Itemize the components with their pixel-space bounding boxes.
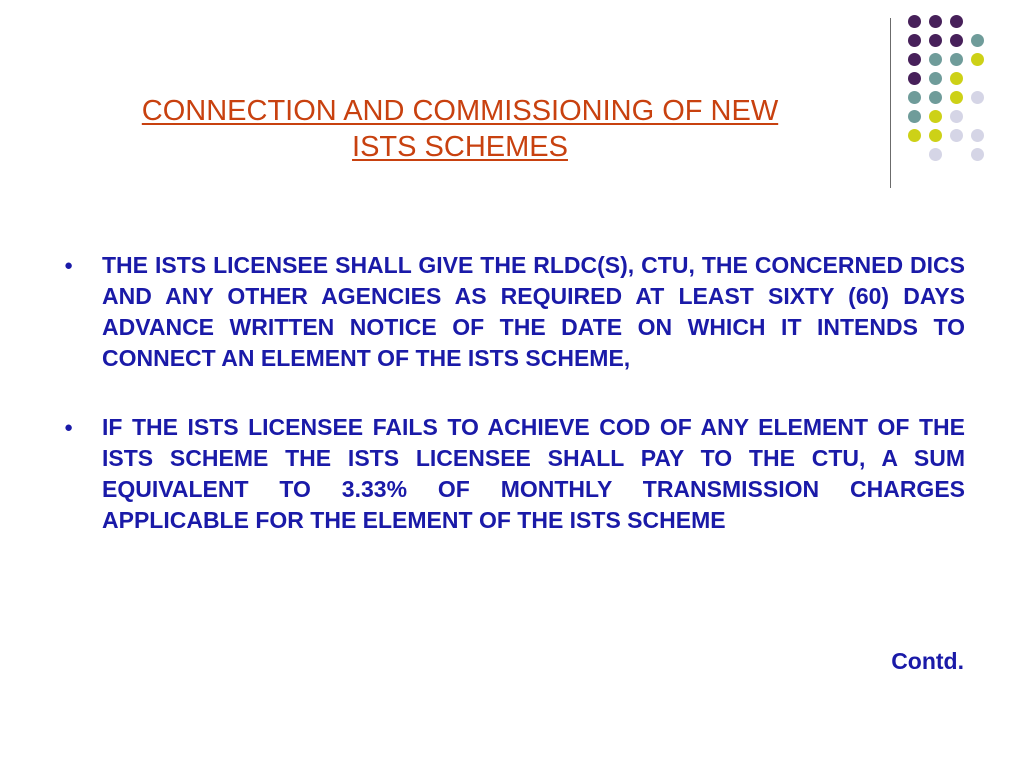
slide-title-line-1: CONNECTION AND COMMISSIONING OF NEW bbox=[141, 95, 779, 127]
slide-title-line-2: ISTS SCHEMES bbox=[352, 131, 568, 163]
decorative-dot-teal bbox=[929, 53, 942, 66]
bullet-text: IF THE ISTS LICENSEE FAILS TO ACHIEVE COD OF ANY ELEMENT OF THE ISTS SCHEME THE ISTS LICENSEE SHALL PAY TO THE CTU, A SUM EQUIVALENT TO 3.33% OF MONTHLY TRANSMISSION CHARGES APPLICABLE FOR THE ELEMENT OF THE ISTS SCHEME bbox=[102, 414, 965, 533]
decorative-dot-lavender bbox=[971, 148, 984, 161]
continued-label: Contd. bbox=[891, 648, 964, 674]
decorative-dot-teal bbox=[929, 72, 942, 85]
decorative-dot-lavender bbox=[971, 129, 984, 142]
decorative-dot-yellow bbox=[971, 53, 984, 66]
decorative-dot-yellow bbox=[950, 72, 963, 85]
decorative-dot-lavender bbox=[950, 129, 963, 142]
decorative-dot-lavender bbox=[971, 91, 984, 104]
decorative-divider-line bbox=[890, 18, 891, 188]
decorative-dot-teal bbox=[950, 53, 963, 66]
decorative-dot-purple bbox=[950, 34, 963, 47]
decorative-dot-purple bbox=[908, 15, 921, 28]
decorative-dot-purple bbox=[929, 34, 942, 47]
decorative-dot-purple bbox=[908, 53, 921, 66]
slide-title bbox=[60, 93, 860, 165]
bullet-marker-icon: ● bbox=[64, 419, 74, 436]
decorative-dot-purple bbox=[929, 15, 942, 28]
decorative-dot-yellow bbox=[929, 110, 942, 123]
decorative-dot-grid bbox=[908, 15, 1008, 165]
decorative-dot-yellow bbox=[950, 91, 963, 104]
decorative-dot-lavender bbox=[929, 148, 942, 161]
decorative-dot-teal bbox=[971, 34, 984, 47]
decorative-dot-purple bbox=[950, 15, 963, 28]
bullet-marker-icon: ● bbox=[64, 257, 74, 274]
decorative-dot-yellow bbox=[908, 129, 921, 142]
decorative-dot-purple bbox=[908, 72, 921, 85]
bullet-text: THE ISTS LICENSEE SHALL GIVE THE RLDC(S), CTU, THE CONCERNED DICS AND ANY OTHER AGENCIES AS REQUIRED AT LEAST SIXTY (60) DAYS ADVANCE WRITTEN NOTICE OF THE DATE ON WHICH IT INTENDS TO CONNECT AN ELEMENT OF THE ISTS SCHEME, bbox=[102, 252, 965, 371]
decorative-dot-yellow bbox=[929, 129, 942, 142]
decorative-dot-lavender bbox=[950, 110, 963, 123]
bullet-item-penalty bbox=[60, 412, 965, 536]
bullet-item-notice bbox=[60, 250, 965, 374]
bullet-list bbox=[60, 250, 965, 536]
decorative-dot-teal bbox=[908, 91, 921, 104]
decorative-dot-teal bbox=[929, 91, 942, 104]
decorative-dot-teal bbox=[908, 110, 921, 123]
decorative-dot-purple bbox=[908, 34, 921, 47]
